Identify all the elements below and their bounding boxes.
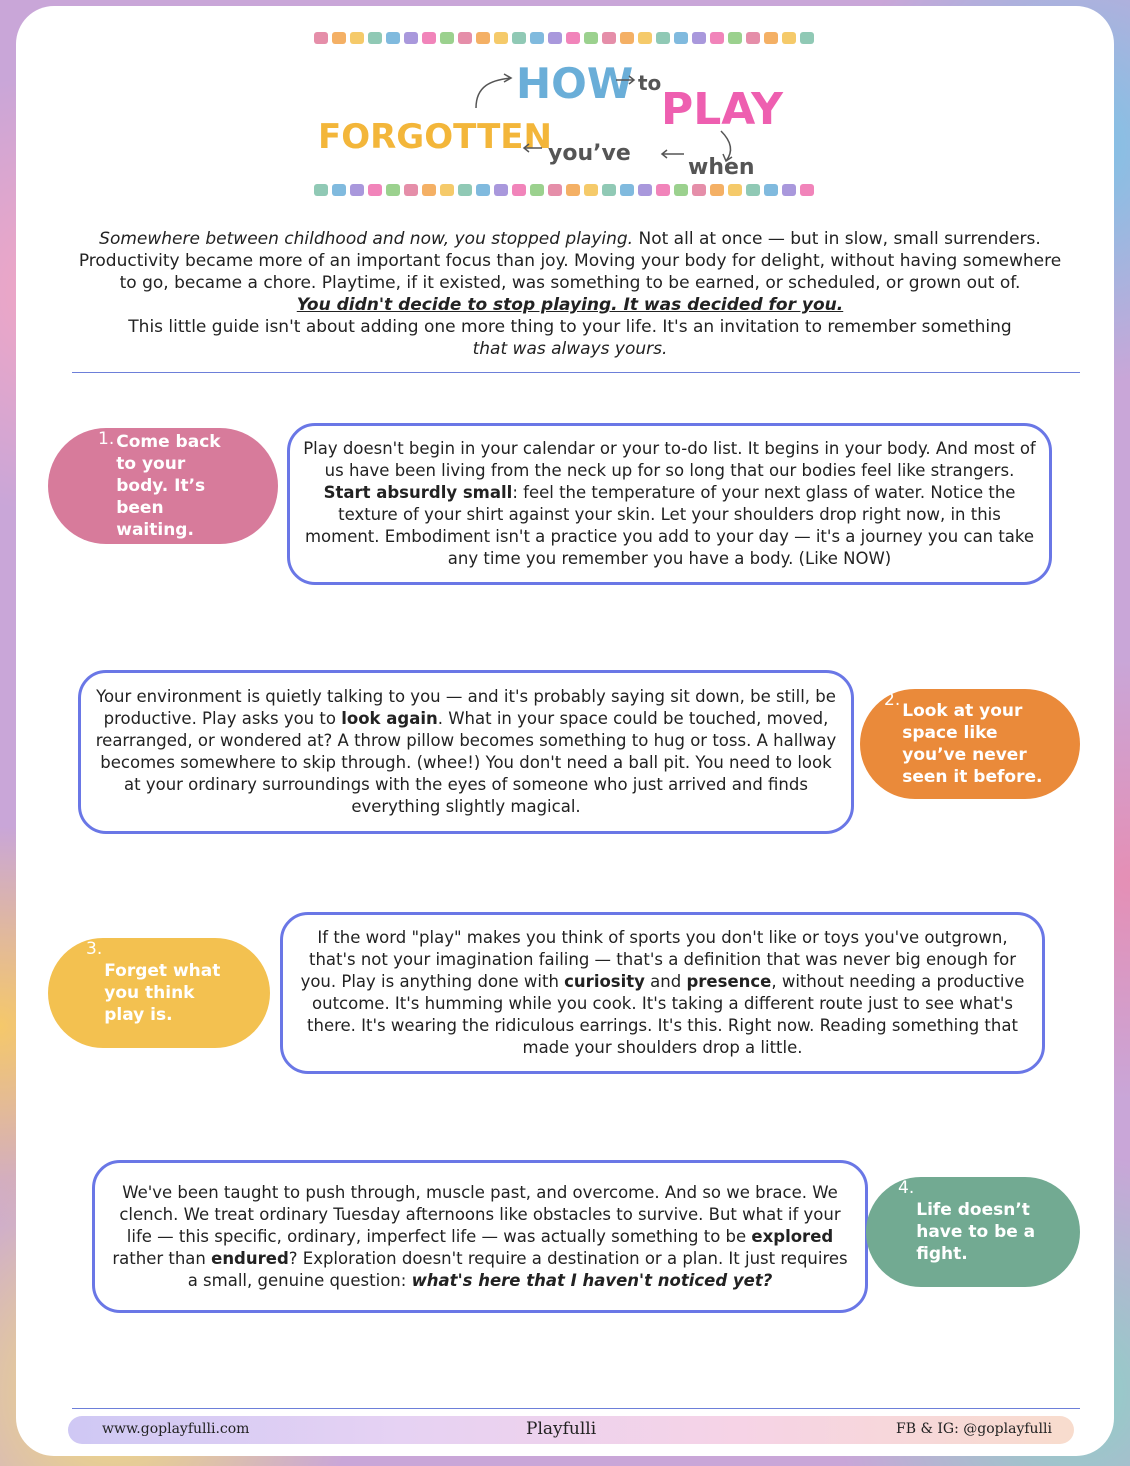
strip-swatch — [800, 184, 814, 196]
section-2-number: 2. — [884, 690, 901, 710]
section-3-number: 3. — [86, 939, 103, 959]
strip-swatch — [782, 184, 796, 196]
section-3-body — [293, 927, 1032, 1059]
strip-swatch — [422, 184, 436, 196]
strip-swatch — [530, 32, 544, 44]
strip-swatch — [314, 32, 328, 44]
strip-swatch — [710, 32, 724, 44]
section-4-text-a: We've been taught to push through, muscle past, and overcome. And so we brace. We clench. We treat ordinary Tuesday afternoons like obstacles to survive. But what if your life — this specific, ordinary, imperfect life — was actually something to be — [119, 1182, 841, 1246]
intro-line5: This little guide isn't about adding one more thing to your life. It's an invitation to remember something — [128, 317, 1012, 337]
strip-swatch — [728, 32, 742, 44]
section-3-text-b: , without needing a productive outcome. It's humming while you cook. It's taking a different route just to see what's there. It's wearing the ridiculous earrings. It's this. Right now. Reading something that made your shoulders drop a little. — [307, 972, 1025, 1057]
intro-line1: Not all at once — but in slow, small surrenders. — [633, 229, 1041, 249]
section-1-body — [300, 438, 1039, 570]
strip-swatch — [476, 184, 490, 196]
footer-social: FB & IG: @goplayfulli — [896, 1421, 1052, 1437]
strip-swatch — [620, 32, 634, 44]
strip-swatch — [332, 184, 346, 196]
strip-swatch — [350, 32, 364, 44]
section-1-number: 1. — [98, 429, 115, 449]
section-2-box — [78, 670, 854, 834]
strip-swatch — [368, 184, 382, 196]
divider-bottom — [72, 1408, 1080, 1409]
section-2-title: Look at your space like you’ve never seen it before. — [902, 701, 1043, 787]
section-1-label — [48, 428, 278, 544]
section-1-bold: Start absurdly small — [323, 483, 513, 502]
strip-swatch — [764, 32, 778, 44]
strip-swatch — [494, 32, 508, 44]
strip-swatch — [764, 184, 778, 196]
section-3-label — [48, 938, 270, 1048]
intro-text — [40, 228, 1100, 360]
strip-swatch — [368, 32, 382, 44]
strip-swatch — [692, 32, 706, 44]
section-4-box — [92, 1160, 868, 1313]
section-4-number: 4. — [898, 1178, 915, 1198]
section-2-text-a: Your environment is quietly talking to you — and it's probably saying sit down, be still, be productive. Play asks you to — [96, 687, 836, 728]
strip-swatch — [458, 184, 472, 196]
strip-swatch — [476, 32, 490, 44]
strip-swatch — [440, 32, 454, 44]
section-4-title: Life doesn’t have to be a fight. — [916, 1200, 1036, 1264]
strip-swatch — [566, 184, 580, 196]
strip-swatch — [512, 184, 526, 196]
section-3-text-a: If the word "play" makes you think of sports you don't like or toys you've outgrown, that's not your imagination failing — that's a definition that was never big enough for you. Play is anything done with — [300, 928, 1017, 991]
section-4-question: what's here that I haven't noticed yet? — [411, 1270, 773, 1290]
section-2-body — [91, 686, 841, 818]
strip-swatch — [674, 184, 688, 196]
intro-line2: Productivity became more of an important focus than joy. Moving your body for delight, without having somewhere — [78, 251, 1062, 271]
footer-bar — [68, 1416, 1074, 1444]
title-when: when — [688, 155, 755, 180]
strip-swatch — [440, 184, 454, 196]
decorative-strip-top — [314, 32, 814, 44]
section-1-title: Come back to your body. It’s been waiting. — [116, 432, 221, 540]
section-1-box — [287, 423, 1052, 585]
strip-swatch — [584, 32, 598, 44]
section-1-text-b: : feel the temperature of your next glass of water. Notice the texture of your shirt against your skin. Let your shoulders drop right now, in this moment. Embodiment isn't a practice you add to your day — it's a journey you can take any time you remember you have a body. (Like NOW) — [304, 483, 1035, 568]
section-2-text-b: . What in your space could be touched, moved, rearranged, or wondered at? A throw pillow becomes something to hug or toss. A hallway becomes somewhere to skip through. (whee!) You don't need a ball pit. You need to look at your ordinary surroundings with the eyes of someone who just arrived and finds everything slightly magical. — [95, 709, 837, 816]
title-forgotten: FORGOTTEN — [318, 117, 552, 157]
section-3-bold-a: curiosity — [564, 972, 645, 991]
title-youve: you’ve — [548, 141, 631, 166]
intro-emphasis: You didn't decide to stop playing. It was decided for you. — [296, 295, 844, 315]
strip-swatch — [548, 184, 562, 196]
section-2-label — [860, 689, 1080, 799]
footer-website[interactable]: www.goplayfulli.com — [102, 1421, 250, 1437]
strip-swatch — [530, 184, 544, 196]
strip-swatch — [494, 184, 508, 196]
strip-swatch — [638, 32, 652, 44]
strip-swatch — [350, 184, 364, 196]
strip-swatch — [782, 32, 796, 44]
strip-swatch — [710, 184, 724, 196]
strip-swatch — [656, 32, 670, 44]
strip-swatch — [404, 32, 418, 44]
section-4-bold-b: endured — [211, 1248, 289, 1268]
strip-swatch — [458, 32, 472, 44]
intro-italic: Somewhere between childhood and now, you stopped playing. — [99, 229, 634, 249]
divider-top — [72, 372, 1080, 373]
title-graphic — [316, 56, 816, 186]
strip-swatch — [584, 184, 598, 196]
section-3-title: Forget what you think play is. — [104, 961, 221, 1025]
strip-swatch — [620, 184, 634, 196]
title-how: HOW — [516, 59, 634, 108]
strip-swatch — [386, 184, 400, 196]
strip-swatch — [602, 184, 616, 196]
title-to: to — [638, 71, 662, 95]
section-3-bold-b: presence — [686, 972, 772, 991]
intro-line3: to go, became a chore. Playtime, if it existed, was something to be earned, or scheduled, or grown out of. — [119, 273, 1021, 293]
strip-swatch — [800, 32, 814, 44]
title-play: PLAY — [661, 84, 783, 135]
section-1-text-a: Play doesn't begin in your calendar or your to-do list. It begins in your body. And most of us have been living from the neck up for so long that our bodies feel like strangers. — [303, 439, 1036, 480]
section-4-text-mid: rather than — [112, 1248, 212, 1268]
strip-swatch — [404, 184, 418, 196]
section-3-box — [280, 912, 1045, 1074]
strip-swatch — [332, 32, 346, 44]
intro-line6: that was always yours. — [472, 339, 668, 359]
strip-swatch — [386, 32, 400, 44]
decorative-strip-bottom — [314, 184, 814, 196]
strip-swatch — [674, 32, 688, 44]
section-4-text-c: ? Exploration doesn't require a destination or a plan. It just requires a small, genuine question: — [187, 1248, 848, 1290]
strip-swatch — [638, 184, 652, 196]
section-3-text-mid: and — [644, 972, 687, 991]
strip-swatch — [692, 184, 706, 196]
strip-swatch — [512, 32, 526, 44]
strip-swatch — [602, 32, 616, 44]
section-2-bold: look again — [341, 709, 438, 728]
strip-swatch — [566, 32, 580, 44]
section-4-label — [866, 1177, 1080, 1287]
strip-swatch — [422, 32, 436, 44]
strip-swatch — [746, 184, 760, 196]
strip-swatch — [314, 184, 328, 196]
strip-swatch — [548, 32, 562, 44]
strip-swatch — [728, 184, 742, 196]
section-4-bold-a: explored — [751, 1226, 834, 1246]
strip-swatch — [656, 184, 670, 196]
strip-swatch — [746, 32, 760, 44]
section-4-body — [105, 1182, 855, 1292]
footer-brand: Playfulli — [526, 1419, 597, 1439]
